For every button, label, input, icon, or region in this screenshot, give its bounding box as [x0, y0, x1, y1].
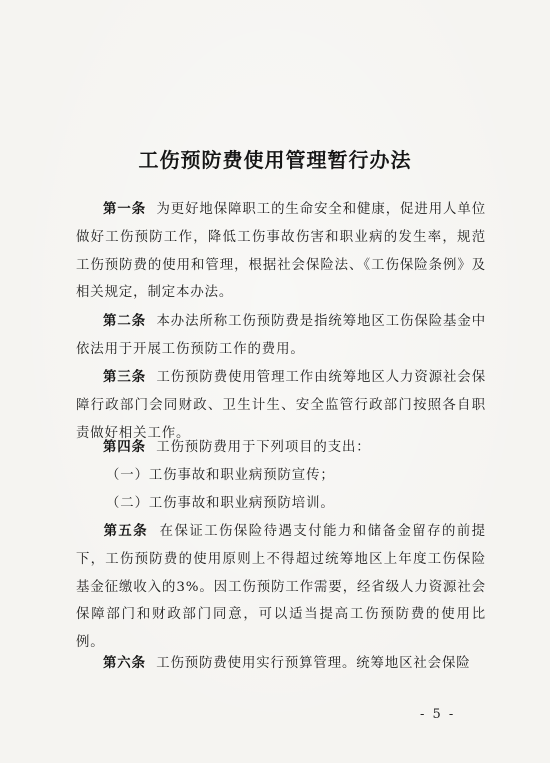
article-4-text: 工伤预防费用于下列项目的支出： — [156, 440, 371, 455]
article-3-text: 工伤预防费使用管理工作由统筹地区人力资源社会保障行政部门会同财政、卫生计生、安全监管行政部门按照各自职责做好相关工作。 — [76, 370, 486, 441]
article-4-item-2: （二）工伤事故和职业病预防培训。 — [106, 496, 335, 511]
article-4 — [76, 434, 486, 462]
article-1 — [76, 196, 486, 307]
article-4-label: 第四条 — [103, 439, 146, 455]
article-2-text: 本办法所称工伤预防费是指统筹地区工伤保险基金中依法用于开展工伤预防工作的费用。 — [76, 314, 486, 357]
page-number: - 5 - — [420, 707, 456, 722]
article-1-label: 第一条 — [103, 201, 147, 217]
document-title: 工伤预防费使用管理暂行办法 — [138, 148, 412, 172]
article-6-text: 工伤预防费使用实行预算管理。统筹地区社会保险 — [156, 656, 471, 671]
article-5-label: 第五条 — [103, 523, 149, 539]
article-4-item-1: （一）工伤事故和职业病预防宣传； — [106, 468, 335, 483]
article-5 — [76, 518, 486, 657]
article-1-text: 为更好地保障职工的生命安全和健康，促进用人单位做好工伤预防工作，降低工伤事故伤害和职业病的发生率，规范工伤预防费的使用和管理，根据社会保险法、《工伤保险条例》及相关规定，制定本办法。 — [76, 202, 486, 301]
article-6-label: 第六条 — [103, 655, 146, 671]
article-2-label: 第二条 — [103, 313, 147, 329]
article-2 — [76, 308, 486, 364]
article-6 — [76, 650, 486, 678]
article-3-label: 第三条 — [103, 369, 147, 385]
article-5-text: 在保证工伤保险待遇支付能力和储备金留存的前提下，工伤预防费的使用原则上不得超过统筹地区上年度工伤保险基金征缴收入的3%。因工伤预防工作需要，经省级人力资源社会保障部门和财政部门同意，可以适当提高工伤预防费的使用比例。 — [76, 524, 486, 651]
